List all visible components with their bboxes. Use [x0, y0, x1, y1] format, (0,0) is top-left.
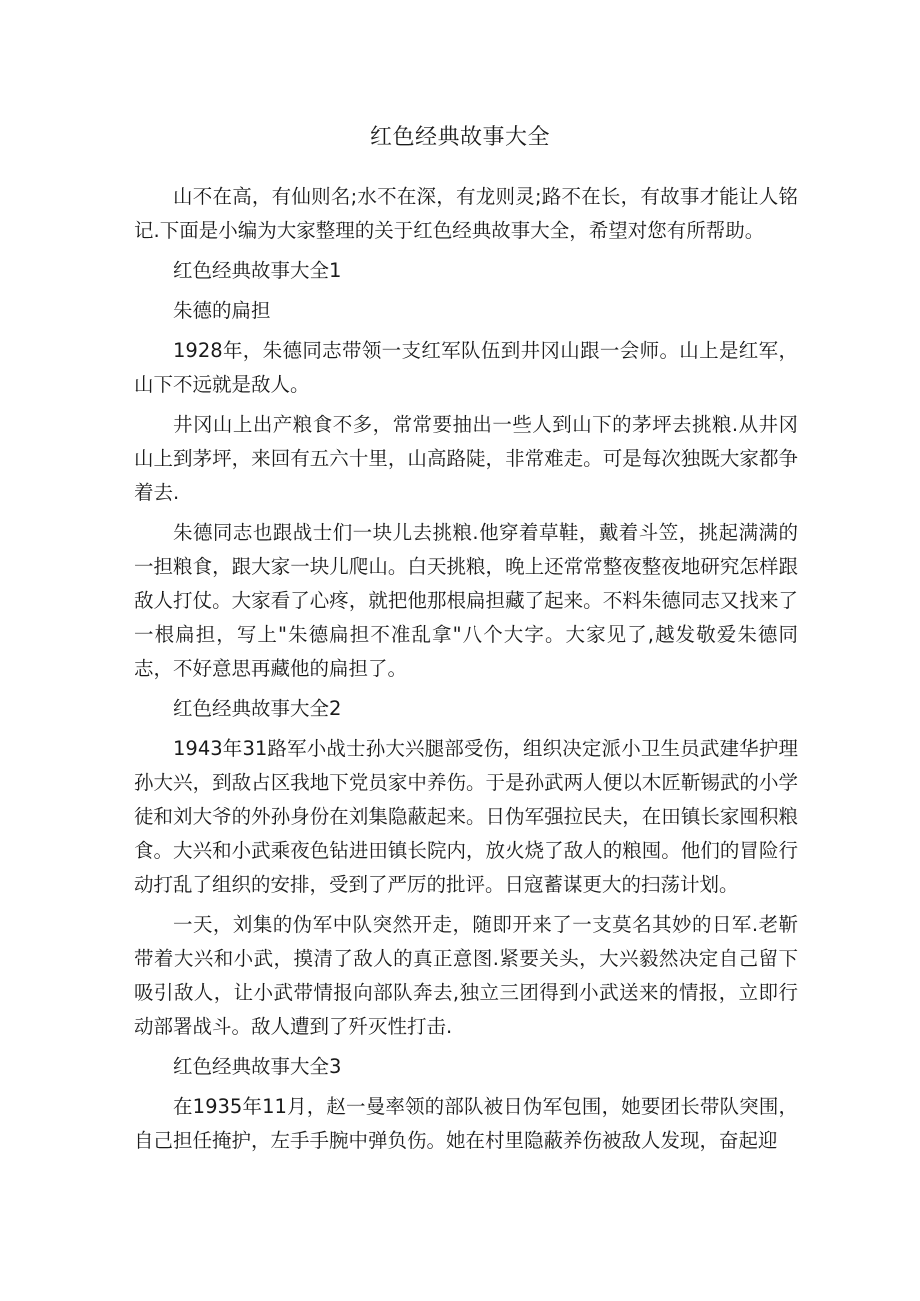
- body-paragraph: 1943年31路军小战士孙大兴腿部受伤，组织决定派小卫生员武建华护理孙大兴，到敌占区我地下党员家中养伤。于是孙武两人便以木匠靳锡武的小学徒和刘大爷的外孙身份在刘集隐蔽起来。日伪军强拉民夫，在田镇长家囤积粮食。大兴和小武乘夜色钻进田镇长院内，放火烧了敌人的粮囤。他们的冒险行动打乱了组织的安排，受到了严厉的批评。日寇蓄谋更大的扫荡计划。: [134, 737, 798, 896]
- body-paragraph: 1928年，朱德同志带领一支红军队伍到井冈山跟一会师。山上是红军，山下不远就是敌人。: [134, 339, 798, 396]
- story-title: 朱德的扁担: [173, 299, 271, 322]
- section-heading: 红色经典故事大全2: [173, 697, 342, 720]
- document-body: [134, 180, 798, 1164]
- document-title: 红色经典故事大全: [369, 125, 550, 150]
- body-paragraph: 井冈山上出产粮食不多，常常要抽出一些人到山下的茅坪去挑粮.从井冈山上到茅坪，来回有五六十里，山高路陡，非常难走。可是每次独既大家都争着去.: [134, 413, 798, 504]
- body-paragraph: 在1935年11月，赵一曼率领的部队被日伪军包围，她要团长带队突围，自己担任掩护，左手手腕中弹负伤。她在村里隐蔽养伤被敌人发现，奋起迎: [134, 1095, 798, 1152]
- section-heading: 红色经典故事大全1: [173, 259, 342, 282]
- section-heading: 红色经典故事大全3: [173, 1055, 342, 1078]
- body-paragraph: 一天，刘集的伪军中队突然开走，随即开来了一支莫名其妙的日军.老靳带着大兴和小武，摸清了敌人的真正意图.紧要关头，大兴毅然决定自己留下吸引敌人，让小武带情报向部队奔去,独立三团得到小武送来的情报，立即行动部署战斗。敌人遭到了歼灭性打击.: [134, 913, 798, 1038]
- body-paragraph: 朱德同志也跟战士们一块儿去挑粮.他穿着草鞋，戴着斗笠，挑起满满的一担粮食，跟大家一块儿爬山。白天挑粮，晚上还常常整夜整夜地研究怎样跟敌人打仗。大家看了心疼，就把他那根扁担藏了起来。不料朱德同志又找来了一根扁担，写上"朱德扁担不准乱拿"八个大字。大家见了,越发敬爱朱德同志，不好意思再藏他的扁担了。: [134, 521, 798, 680]
- body-paragraph: 山不在高，有仙则名;水不在深，有龙则灵;路不在长，有故事才能让人铭记.下面是小编为大家整理的关于红色经典故事大全，希望对您有所帮助。: [134, 185, 798, 242]
